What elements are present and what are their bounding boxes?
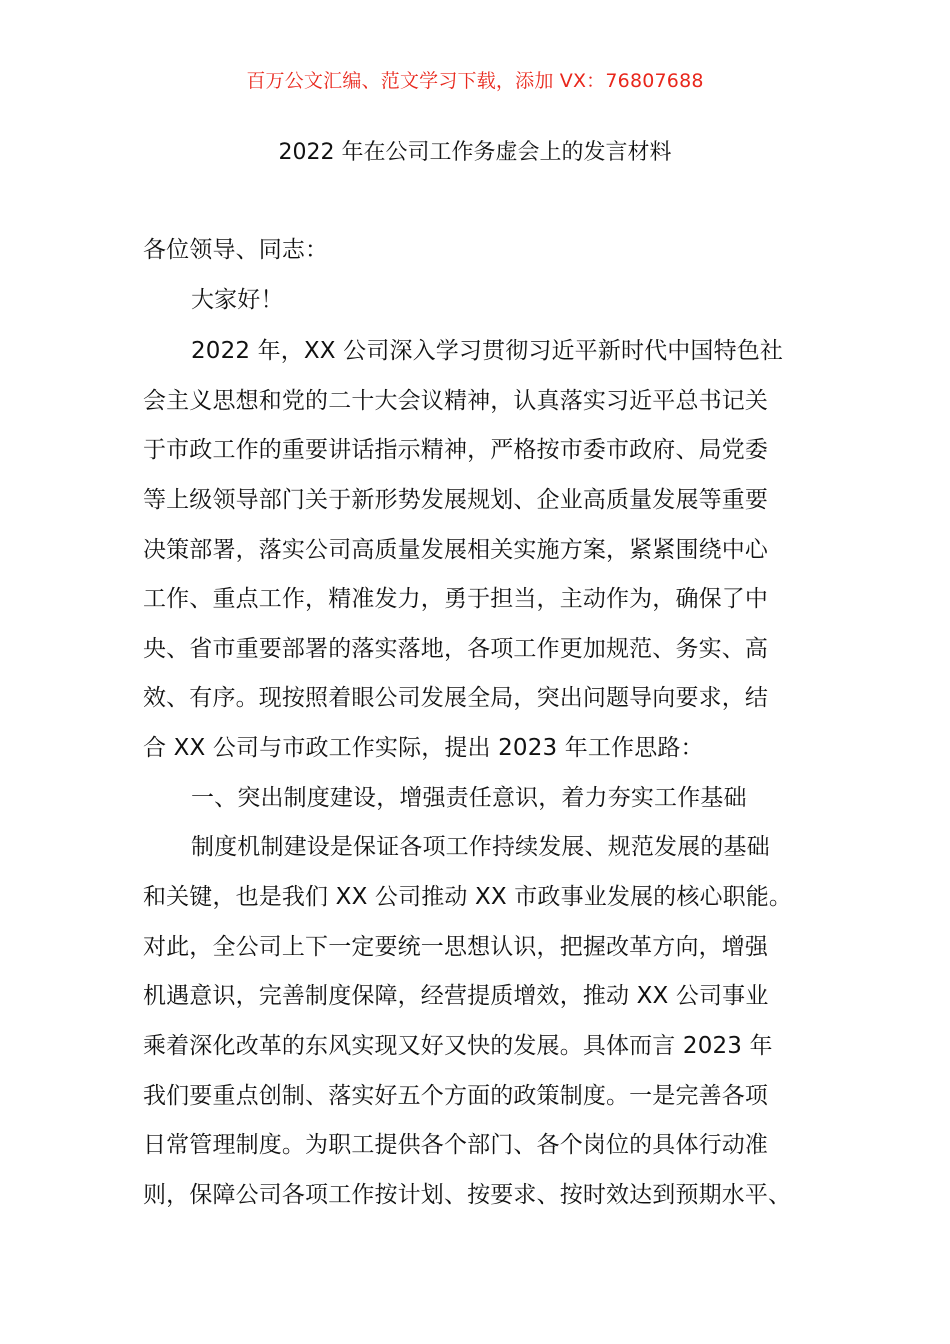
body-line: 制度机制建设是保证各项工作持续发展、规范发展的基础 — [191, 834, 770, 860]
body-line: 等上级领导部门关于新形势发展规划、企业高质量发展等重要 — [143, 487, 769, 513]
body-line: 和关键，也是我们 XX 公司推动 XX 市政事业发展的核心职能。 — [143, 884, 793, 910]
body-line: 效、有序。现按照着眼公司发展全局，突出问题导向要求，结 — [143, 685, 769, 711]
body-line: 对此，全公司上下一定要统一思想认识，把握改革方向，增强 — [143, 934, 769, 960]
body-line: 则，保障公司各项工作按计划、按要求、按时效达到预期水平、 — [143, 1182, 792, 1208]
body-line: 决策部署，落实公司高质量发展相关实施方案，紧紧围绕中心 — [143, 537, 769, 563]
body-line: 于市政工作的重要讲话指示精神，严格按市委市政府、局党委 — [143, 437, 769, 463]
salutation: 各位领导、同志： — [143, 237, 329, 263]
header-note: 百万公文汇编、范文学习下载，添加 VX：76807688 — [246, 70, 704, 92]
body-line: 2022 年，XX 公司深入学习贯彻习近平新时代中国特色社 — [191, 338, 784, 364]
body-line: 乘着深化改革的东风实现又好又快的发展。具体而言 2023 年 — [143, 1033, 773, 1059]
body-line: 机遇意识，完善制度保障，经营提质增效，推动 XX 公司事业 — [143, 983, 769, 1009]
body-line: 我们要重点创制、落实好五个方面的政策制度。一是完善各项 — [143, 1083, 769, 1109]
body-line: 合 XX 公司与市政工作实际，提出 2023 年工作思路： — [143, 735, 704, 761]
body-line: 央、省市重要部署的落实落地，各项工作更加规范、务实、高 — [143, 636, 769, 662]
body-line: 日常管理制度。为职工提供各个部门、各个岗位的具体行动准 — [143, 1132, 769, 1158]
body-line: 工作、重点工作，精准发力，勇于担当，主动作为，确保了中 — [143, 586, 769, 612]
greeting: 大家好！ — [191, 287, 284, 313]
body-line: 会主义思想和党的二十大会议精神，认真落实习近平总书记关 — [143, 388, 769, 414]
document-title: 2022 年在公司工作务虚会上的发言材料 — [278, 140, 672, 165]
section-heading: 一、突出制度建设，增强责任意识，着力夯实工作基础 — [191, 785, 747, 811]
